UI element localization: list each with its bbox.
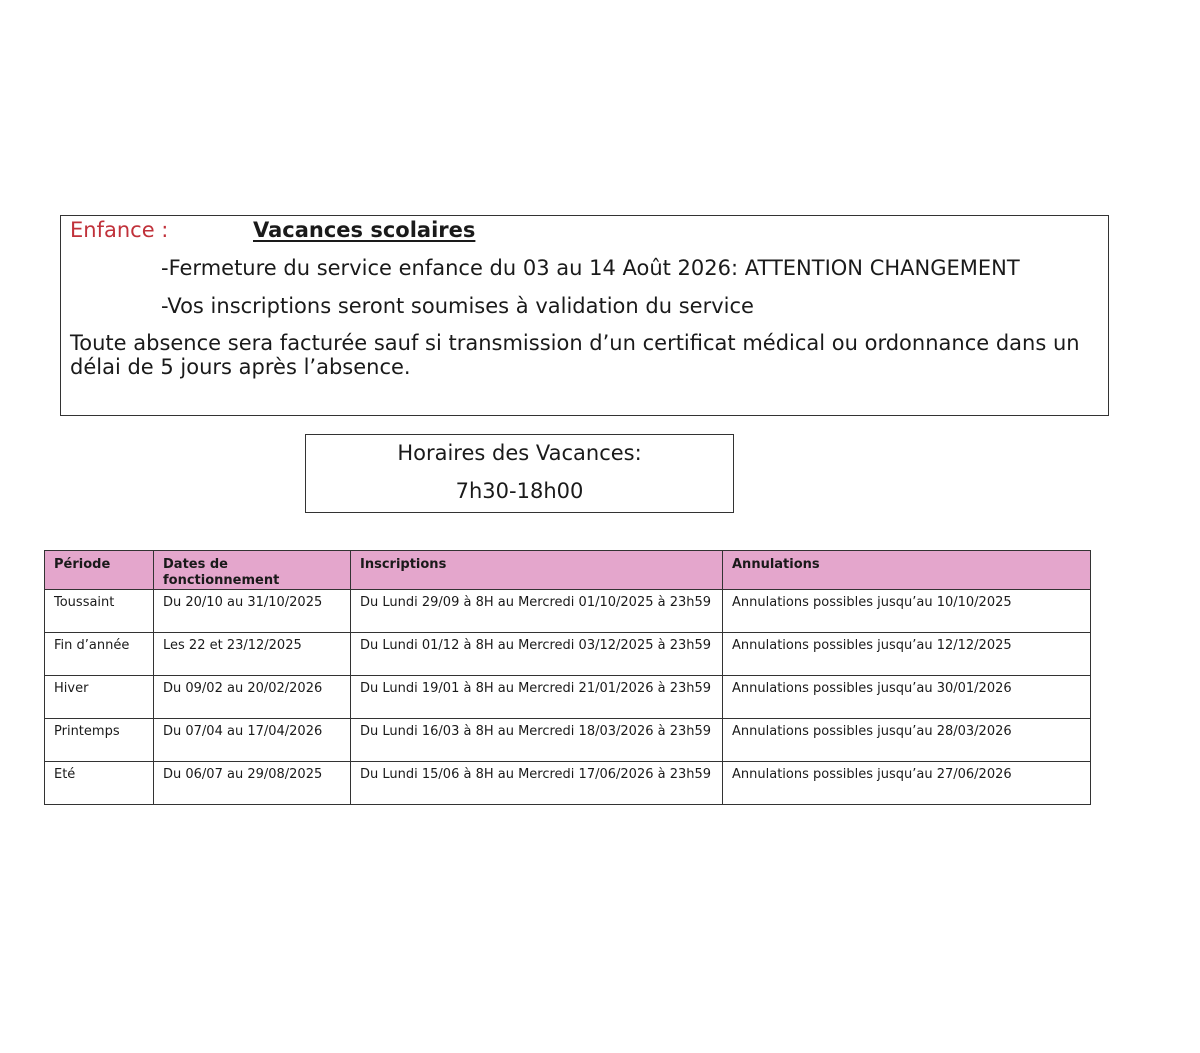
closure-line: -Fermeture du service enfance du 03 au 14 Août 2026: ATTENTION CHANGEMENT — [161, 256, 1020, 280]
cell-periode: Toussaint — [45, 590, 154, 633]
table-header-row — [45, 551, 1091, 590]
table-row — [45, 633, 1091, 676]
notice-box — [60, 215, 1109, 416]
cell-dates: Du 20/10 au 31/10/2025 — [154, 590, 351, 633]
cell-dates: Les 22 et 23/12/2025 — [154, 633, 351, 676]
cell-annulations: Annulations possibles jusqu’au 12/12/2025 — [723, 633, 1091, 676]
cell-annulations: Annulations possibles jusqu’au 28/03/2026 — [723, 719, 1091, 762]
schedule-table — [44, 550, 1091, 805]
section-label: Enfance : — [70, 218, 169, 242]
header-annulations: Annulations — [723, 551, 1091, 590]
cell-inscriptions: Du Lundi 16/03 à 8H au Mercredi 18/03/2026 à 23h59 — [351, 719, 723, 762]
cell-dates: Du 07/04 au 17/04/2026 — [154, 719, 351, 762]
header-dates: Dates de fonctionnement — [154, 551, 351, 590]
cell-inscriptions: Du Lundi 19/01 à 8H au Mercredi 21/01/2026 à 23h59 — [351, 676, 723, 719]
cell-annulations: Annulations possibles jusqu’au 30/01/2026 — [723, 676, 1091, 719]
cell-periode: Fin d’année — [45, 633, 154, 676]
hours-value: 7h30-18h00 — [455, 479, 584, 503]
cell-annulations: Annulations possibles jusqu’au 27/06/2026 — [723, 762, 1091, 805]
header-periode: Période — [45, 551, 154, 590]
header-inscriptions: Inscriptions — [351, 551, 723, 590]
table-row — [45, 719, 1091, 762]
absence-paragraph: Toute absence sera facturée sauf si transmission d’un certificat médical ou ordonnance dans un délai de 5 jours après l’absence. — [70, 331, 1080, 379]
table-row — [45, 590, 1091, 633]
notice-title: Vacances scolaires — [253, 218, 476, 242]
table-row — [45, 676, 1091, 719]
cell-periode: Eté — [45, 762, 154, 805]
hours-label: Horaires des Vacances: — [397, 441, 642, 465]
cell-dates: Du 09/02 au 20/02/2026 — [154, 676, 351, 719]
cell-periode: Hiver — [45, 676, 154, 719]
cell-annulations: Annulations possibles jusqu’au 10/10/2025 — [723, 590, 1091, 633]
hours-box — [305, 434, 734, 513]
table-row — [45, 762, 1091, 805]
validation-line: -Vos inscriptions seront soumises à validation du service — [161, 294, 754, 318]
cell-inscriptions: Du Lundi 01/12 à 8H au Mercredi 03/12/2025 à 23h59 — [351, 633, 723, 676]
cell-dates: Du 06/07 au 29/08/2025 — [154, 762, 351, 805]
cell-inscriptions: Du Lundi 15/06 à 8H au Mercredi 17/06/2026 à 23h59 — [351, 762, 723, 805]
cell-inscriptions: Du Lundi 29/09 à 8H au Mercredi 01/10/2025 à 23h59 — [351, 590, 723, 633]
cell-periode: Printemps — [45, 719, 154, 762]
